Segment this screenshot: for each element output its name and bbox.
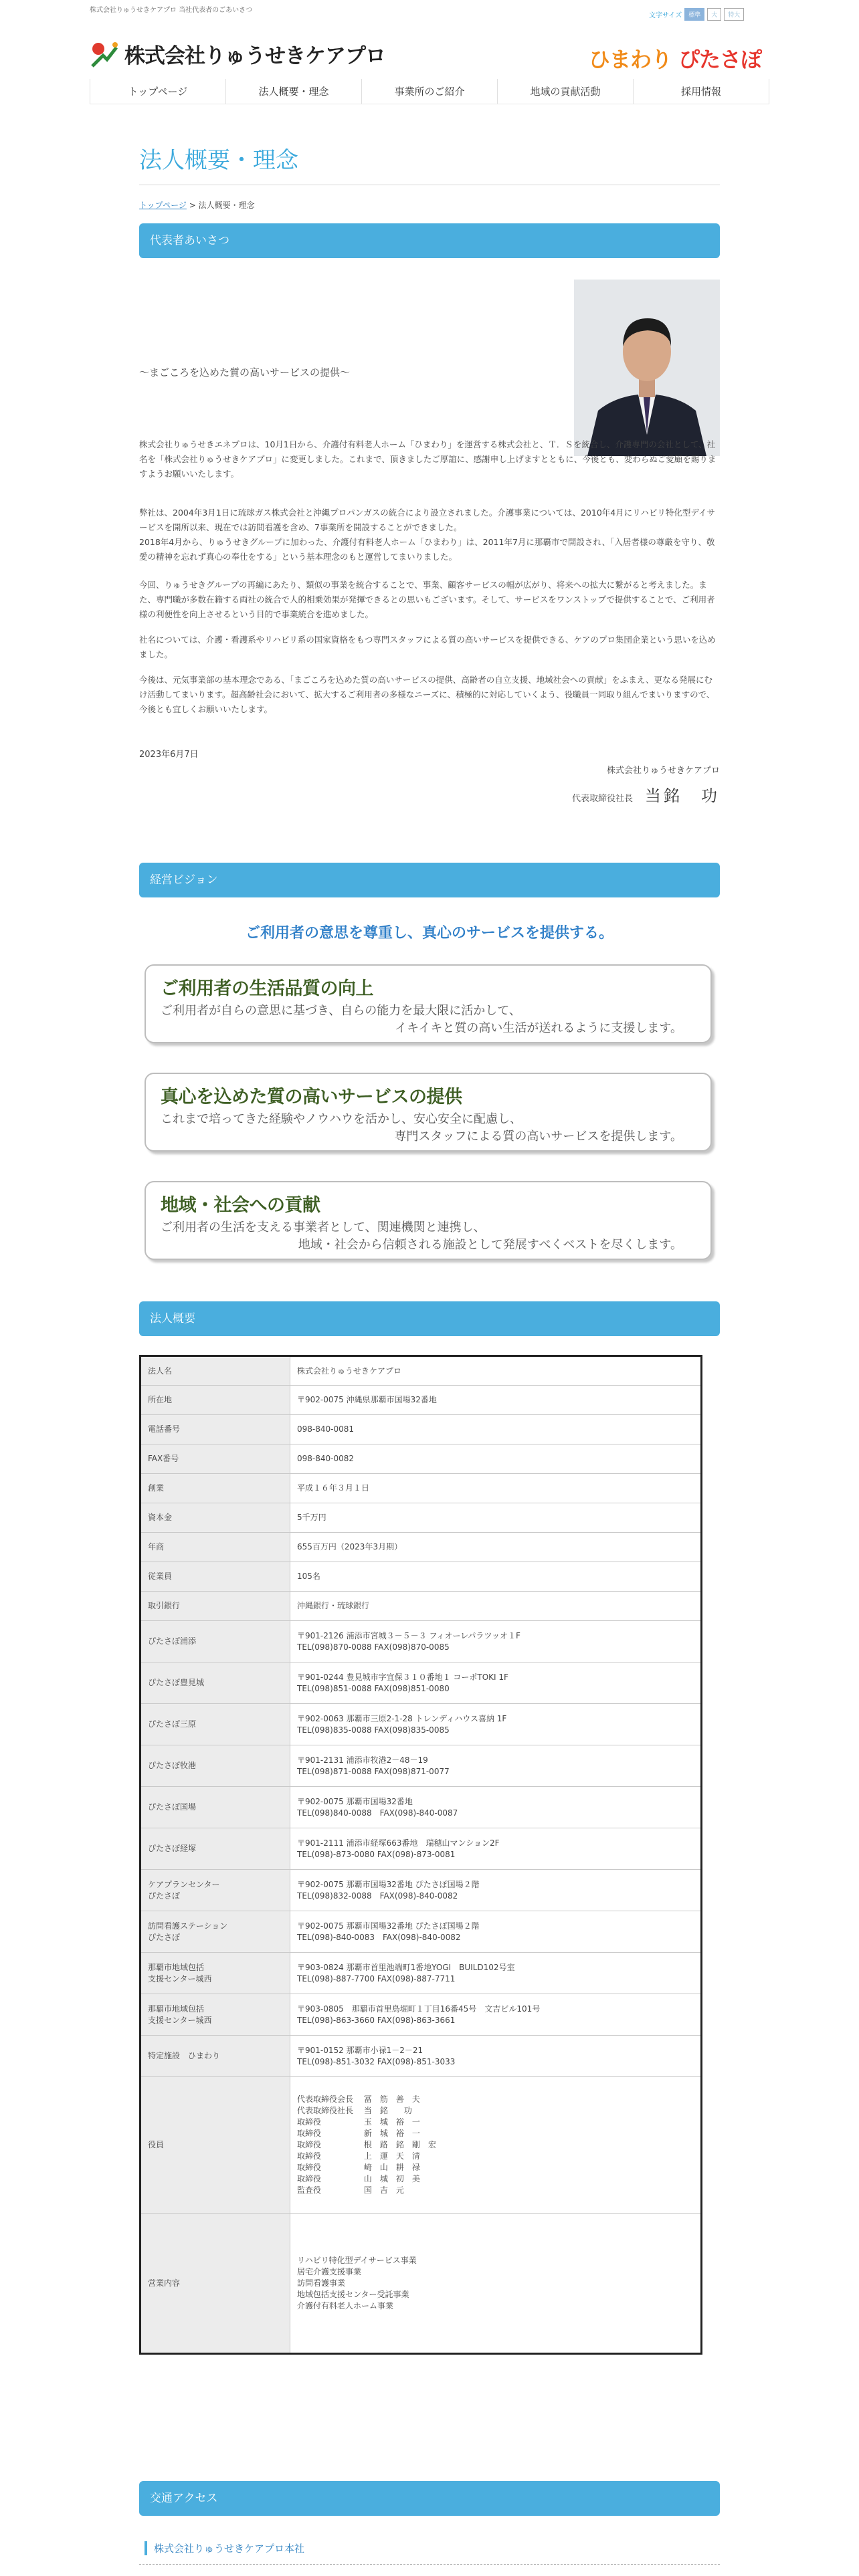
profile-value-cell: 代表取締役会長 冨 筋 善 夫 代表取締役社長 当 銘 功 取締役 玉 城 裕 一 取締役 新 城 裕 一 取締役 根 路 銘 剛 宏 取締役 上 運 天 清 取締役 崎 山 耕 禄 取締役 山 城 初 美 監査役 国 吉 元 [290, 2077, 702, 2214]
font-size-switcher [649, 8, 744, 21]
greeting-paragraph-2: 弊社は、2004年3月1日に琉球ガス株式会社と沖縄プロパンガスの統合により設立されました。介護事業については、2010年4月にリハビリ特化型デイサービスを開所以来、現在では訪問看護を含め、7事業所を開設することができました。 2018年4月から、りゅうせきグループに加わった、介護付有料老人ホーム「ひまわり」は、2011年7月に那覇市で開設され、「入居者様の尊厳を守り、敬愛の精神を忘れず真心の奉仕をする」という基本理念のもと運営してまいりました。 [139, 508, 715, 562]
breadcrumb [139, 199, 255, 211]
vision-card [145, 1181, 712, 1260]
profile-value-cell: 098-840-0082 [290, 1444, 702, 1474]
breadcrumb-home-link[interactable]: トップページ [139, 201, 187, 210]
profile-label-cell: 所在地 [140, 1386, 290, 1415]
site-logo[interactable] [90, 39, 385, 69]
table-row [140, 1533, 702, 1562]
profile-label-cell: FAX番号 [140, 1444, 290, 1474]
nav-item-top[interactable]: トップページ [90, 79, 225, 104]
profile-label-cell: 創業 [140, 1474, 290, 1503]
logo-text: 株式会社りゅうせきケアプロ [124, 44, 385, 68]
vision-card-line: イキイキと質の高い生活が送れるように支援します。 [395, 1021, 682, 1035]
profile-label-cell: ぴたさぽ浦添 [140, 1621, 290, 1662]
vision-card-title: ご利用者の生活品質の向上 [161, 978, 373, 999]
profile-label-cell: 電話番号 [140, 1415, 290, 1444]
vision-card-line: 地域・社会から信頼される施設として発展すべくベストを尽くします。 [298, 1238, 682, 1252]
profile-label-cell: 年商 [140, 1533, 290, 1562]
profile-value-cell: 〒902-0075 那覇市国場32番地 ぴたさぽ国場２階 TEL(098)-840-0083 FAX(098)-840-0082 [290, 1911, 702, 1953]
vision-card-title: 地域・社会への貢献 [161, 1195, 320, 1216]
profile-value-cell: 〒902-0075 沖縄県那覇市国場32番地 [290, 1386, 702, 1415]
profile-value-cell: 098-840-0081 [290, 1415, 702, 1444]
profile-value-cell: 〒902-0063 那覇市三原2-1-28 トレンディハウス喜納 1F TEL(098)835-0088 FAX(098)835-0085 [290, 1704, 702, 1745]
profile-value-cell: 〒901-0244 豊見城市字宜保３１０番地１ コーポTOKI 1F TEL(098)851-0088 FAX(098)851-0080 [290, 1662, 702, 1704]
profile-value-cell: 〒902-0075 那覇市国場32番地 TEL(098)840-0088 FAX(098)-840-0087 [290, 1787, 702, 1828]
table-row [140, 1474, 702, 1503]
profile-value-cell: 〒901-2111 浦添市経塚663番地 瑞穂山マンション2F TEL(098)-873-0080 FAX(098)-873-0081 [290, 1828, 702, 1870]
nav-item-community[interactable]: 地域の貢献活動 [497, 79, 633, 104]
nav-item-about[interactable]: 法人概要・理念 [225, 79, 361, 104]
greeting-signature [572, 782, 720, 806]
president-portrait-icon [574, 280, 720, 456]
profile-value-cell: 〒902-0075 那覇市国場32番地 ぴたさぽ国場２階 TEL(098)832-0088 FAX(098)-840-0082 [290, 1870, 702, 1911]
brand-himawari-logo[interactable]: ひまわり [589, 47, 672, 72]
profile-value-cell: 株式会社りゅうせきケアプロ [290, 1356, 702, 1386]
president-photo [574, 280, 720, 456]
nav-item-offices[interactable]: 事業所のご紹介 [361, 79, 497, 104]
table-row [140, 1787, 702, 1828]
profile-value-cell: 5千万円 [290, 1503, 702, 1533]
greeting-date: 2023年6月7日 [139, 750, 199, 760]
table-row [140, 1911, 702, 1953]
page-title: 法人概要・理念 [139, 147, 298, 174]
table-row [140, 1592, 702, 1621]
profile-label-cell: 那覇市地域包括 支援センター城西 [140, 1953, 290, 1994]
table-row [140, 1503, 702, 1533]
profile-label-cell: 訪問看護ステーション ぴたさぽ [140, 1911, 290, 1953]
table-row [140, 1994, 702, 2036]
profile-value-cell: 沖縄銀行・琉球銀行 [290, 1592, 702, 1621]
global-nav [90, 79, 769, 104]
profile-value-cell: 105名 [290, 1562, 702, 1592]
table-row [140, 1386, 702, 1415]
vision-card-line: 専門スタッフによる質の高いサービスを提供します。 [394, 1130, 682, 1144]
brand-logos [589, 43, 761, 74]
nav-item-recruit[interactable]: 採用情報 [633, 79, 769, 104]
table-row [140, 1870, 702, 1911]
signature-title: 代表取締役社長 [571, 794, 633, 804]
table-row [140, 1621, 702, 1662]
access-subheading: 株式会社りゅうせきケアプロ本社 [145, 2541, 304, 2555]
profile-label-cell: 特定施設 ひまわり [140, 2036, 290, 2077]
greeting-paragraph-4: 社名については、介護・看護系やリハビリ系の国家資格をもつ専門スタッフによる質の高いサービスを提供できる、ケアのプロ集団企業という思いを込めました。 [139, 635, 716, 659]
profile-label-cell: ケアプランセンター ぴたさぽ [140, 1870, 290, 1911]
table-row [140, 2036, 702, 2077]
table-row [140, 1704, 702, 1745]
table-row [140, 1444, 702, 1474]
table-row [140, 1562, 702, 1592]
signature-name: 当銘 功 [645, 786, 720, 805]
profile-label-cell: ぴたさぽ三原 [140, 1704, 290, 1745]
profile-value-cell: 〒901-2131 浦添市牧港2－48－19 TEL(098)871-0088 FAX(098)871-0077 [290, 1745, 702, 1787]
profile-label-cell: 那覇市地域包括 支援センター城西 [140, 1994, 290, 2036]
profile-label-cell: 法人名 [140, 1356, 290, 1386]
brand-pitasabo-logo[interactable]: ぴたさぽ [678, 47, 762, 72]
breadcrumb-separator: > [186, 201, 199, 210]
profile-value-cell: リハビリ特化型デイサービス事業 居宅介護支援事業 訪問看護事業 地域包括支援センター受託事業 介護付有料老人ホーム事業 [290, 2214, 702, 2354]
vision-card [145, 964, 712, 1043]
header-tagline: 株式会社りゅうせきケアプロ 当社代表者のごあいさつ [90, 7, 253, 14]
profile-label-cell: 役員 [140, 2077, 290, 2214]
table-row [140, 2214, 702, 2354]
table-row [140, 1356, 702, 1386]
vision-card-title: 真心を込めた質の高いサービスの提供 [161, 1087, 462, 1107]
table-row [140, 1662, 702, 1704]
profile-label-cell: 取引銀行 [140, 1592, 290, 1621]
profile-label-cell: 資本金 [140, 1503, 290, 1533]
greeting-heading: 代表者あいさつ [139, 223, 720, 258]
profile-label-cell: 従業員 [140, 1562, 290, 1592]
company-profile-table [139, 1355, 702, 2355]
vision-heading: 経営ビジョン [139, 863, 720, 897]
font-size-standard-button[interactable]: 標準 [684, 8, 704, 21]
vision-lead: ご利用者の意思を尊重し、真心のサービスを提供する。 [245, 925, 613, 942]
table-row [140, 1828, 702, 1870]
access-heading: 交通アクセス [139, 2481, 720, 2516]
greeting-paragraph-1: 株式会社りゅうせきエネプロは、10月1日から、介護付有料老人ホーム「ひまわり」を運営する株式会社と、Ｔ．Ｓを統合し、介護専門の会社として、社名を「株式会社りゅうせきケアプロ」に変更しました。これまで、頂きましたご厚誼に、感謝申し上げますとともに、今後とも、変わらぬご愛顧を賜りますようお願いいたします。 [139, 439, 717, 479]
access-divider [139, 2564, 720, 2565]
vision-card-line: ご利用者の生活を支える事業者として、関連機関と連携し、 [161, 1220, 486, 1235]
greeting-catchphrase: 〜まごころを込めた質の高いサービスの提供〜 [139, 366, 351, 379]
vision-card-line: これまで培ってきた経験やノウハウを活かし、安心安全に配慮し、 [161, 1112, 522, 1126]
profile-label-cell: ぴたさぽ経塚 [140, 1828, 290, 1870]
profile-label-cell: ぴたさぽ国場 [140, 1787, 290, 1828]
profile-value-cell: 655百万円（2023年3月期） [290, 1533, 702, 1562]
vision-card-line: ご利用者が自らの意思に基づき、自らの能力を最大限に活かして、 [161, 1004, 521, 1018]
profile-heading: 法人概要 [139, 1301, 720, 1336]
logo-mark-icon [90, 41, 119, 68]
font-size-large-button[interactable]: 大 [707, 8, 721, 21]
vision-card [145, 1073, 712, 1152]
breadcrumb-current: 法人概要・理念 [198, 201, 255, 210]
profile-value-cell: 〒901-0152 那覇市小禄1－2－21 TEL(098)-851-3032 FAX(098)-851-3033 [290, 2036, 702, 2077]
profile-value-cell: 〒903-0805 那覇市首里鳥堀町１丁目16番45号 文吉ビル101号 TEL(098)-863-3660 FAX(098)-863-3661 [290, 1994, 702, 2036]
table-row [140, 1953, 702, 1994]
font-size-xlarge-button[interactable]: 特大 [724, 8, 744, 21]
table-row [140, 1745, 702, 1787]
profile-label-cell: 営業内容 [140, 2214, 290, 2354]
table-row [140, 2077, 702, 2214]
greeting-company: 株式会社りゅうせきケアプロ [606, 766, 720, 776]
greeting-paragraph-3: 今回、りゅうせきグループの再編にあたり、類似の事業を統合することで、事業、顧客サービスの幅が広がり、将来への拡大に繋がると考えました。また、専門職が多数在籍する両社の統合で人的相乗効果が発揮できるとの思いもございます。そして、サービスをワンストップで提供することで、ご利用者様の利便性を向上させるという目的で事業統合を進めました。 [139, 580, 715, 619]
greeting-paragraph-5: 今後は、元気事業部の基本理念である、「まごころを込めた質の高いサービスの提供、高齢者の自立支援、地域社会への貢献」をふまえ、更なる発展にむけ活動してまいります。超高齢社会において、拡大するご利用者の多様なニーズに、積極的に対応していくよう、役職員一同取り組んでまいりますので、今後とも宜しくお願いいたします。 [139, 675, 715, 714]
profile-value-cell: 平成１６年３月１日 [290, 1474, 702, 1503]
profile-value-cell: 〒903-0824 那覇市首里池端町1番地YOGI BUILD102号室 TEL(098)-887-7700 FAX(098)-887-7711 [290, 1953, 702, 1994]
font-size-label: 文字サイズ [649, 12, 682, 19]
table-row [140, 1415, 702, 1444]
profile-label-cell: ぴたさぽ豊見城 [140, 1662, 290, 1704]
profile-label-cell: ぴたさぽ牧港 [140, 1745, 290, 1787]
profile-value-cell: 〒901-2126 浦添市宮城３－５－３ フィオーレパラツッオ１F TEL(098)870-0088 FAX(098)870-0085 [290, 1621, 702, 1662]
